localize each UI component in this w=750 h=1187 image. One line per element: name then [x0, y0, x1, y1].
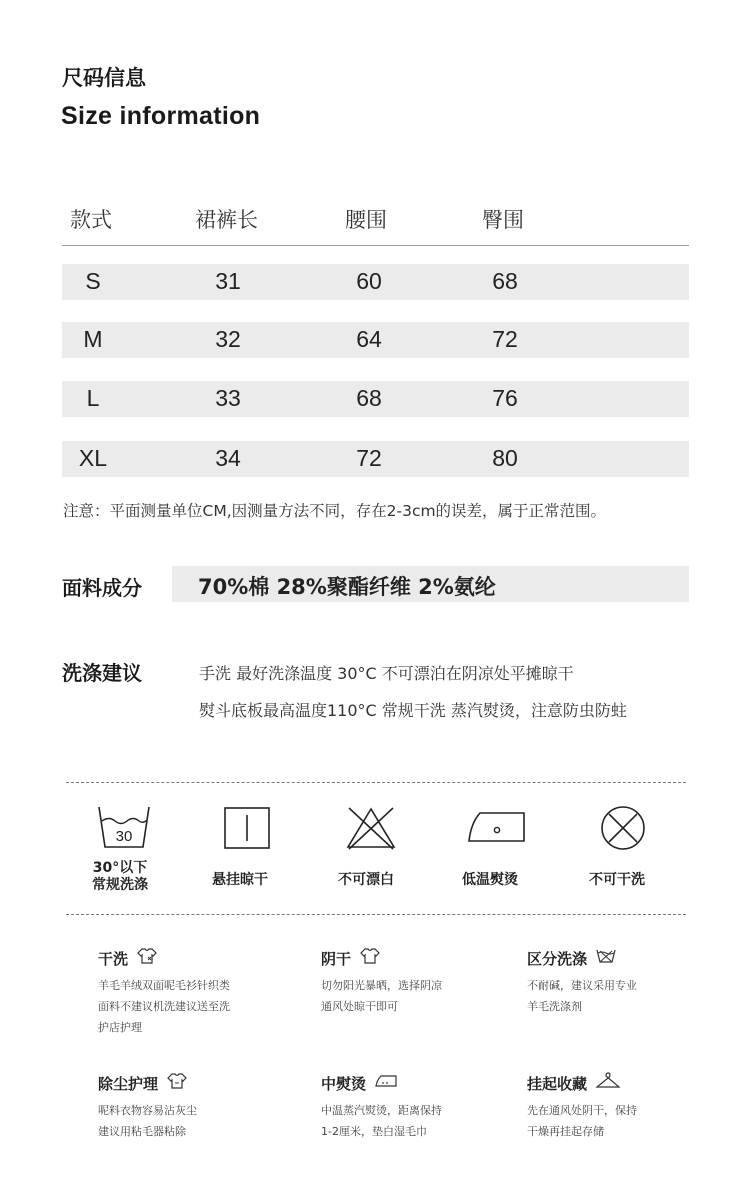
hip-cell: 72 — [492, 326, 518, 352]
care-tip-separate-wash — [527, 947, 717, 1017]
hang-dry-caption: 悬挂晾干 — [212, 872, 268, 888]
separate-wash-icon — [595, 947, 617, 969]
fabric-composition-box — [172, 566, 689, 602]
care-tip-title: 挂起收藏 — [527, 1074, 588, 1093]
no-wash-icon — [568, 805, 678, 851]
waist-cell: 68 — [356, 385, 382, 411]
care-tip-shade-dry — [321, 947, 511, 1017]
care-tip-title: 阴干 — [321, 949, 352, 968]
svg-text:30: 30 — [115, 828, 133, 845]
table-row — [62, 322, 689, 358]
waist-cell: 60 — [356, 268, 382, 294]
hang-dry-icon — [192, 805, 302, 851]
washing-instruction-2: 熨斗底板最高温度110°C 常规干洗 蒸汽熨烫，注意防虫防蛀 — [199, 701, 627, 720]
care-tip-title: 区分洗涤 — [527, 949, 588, 968]
length-cell: 32 — [215, 326, 241, 352]
wash-30-icon — [69, 805, 179, 851]
shade-dry-shirt-icon — [359, 947, 381, 969]
dust-care-shirt-icon — [166, 1072, 188, 1094]
washing-label: 洗涤建议 — [62, 661, 142, 685]
length-cell: 31 — [215, 268, 241, 294]
measurement-note: 注意：平面测量单位CM,因测量方法不同，存在2-3cm的误差，属于正常范围。 — [63, 502, 607, 520]
hip-cell: 68 — [492, 268, 518, 294]
size-cell: M — [83, 326, 103, 352]
care-tip-desc: 中温蒸汽熨烫，距离保持 1-2厘米，垫白湿毛巾 — [321, 1104, 442, 1138]
care-tip-dry-clean — [98, 947, 288, 1038]
fabric-composition: 70%棉 28%聚酯纤维 2%氨纶 — [198, 575, 496, 599]
care-tip-title: 干洗 — [98, 949, 129, 968]
size-cell: L — [86, 385, 100, 411]
care-tip-desc: 羊毛羊绒双面呢毛衫针织类 面料不建议机洗建议送至洗 护店护理 — [98, 979, 230, 1034]
column-header-waist: 腰围 — [345, 208, 387, 232]
section-title-en: Size information — [61, 102, 261, 130]
care-tip-medium-iron — [321, 1072, 511, 1142]
no-bleach-icon — [316, 805, 426, 851]
care-tip-desc: 先在通风处阴干，保持 干燥再挂起存储 — [527, 1104, 637, 1138]
dashed-divider-top — [66, 782, 686, 783]
no-bleach-caption: 不可漂白 — [338, 872, 394, 888]
dashed-divider-bottom — [66, 914, 686, 915]
column-header-hip: 臀围 — [482, 208, 524, 232]
care-tip-title: 除尘护理 — [98, 1074, 159, 1093]
waist-cell: 72 — [356, 445, 382, 471]
waist-cell: 64 — [356, 326, 382, 352]
length-cell: 33 — [215, 385, 241, 411]
dry-clean-shirt-icon — [136, 947, 158, 969]
column-header-length: 裙裤长 — [195, 208, 258, 232]
table-row — [62, 264, 689, 300]
low-iron-icon — [442, 805, 552, 851]
section-title-cn: 尺码信息 — [62, 66, 146, 90]
care-tip-dust — [98, 1072, 288, 1142]
washing-instruction-1: 手洗 最好洗涤温度 30°C 不可漂泊在阴凉处平摊晾干 — [199, 664, 574, 683]
column-header-style: 款式 — [70, 208, 112, 232]
hip-cell: 76 — [492, 385, 518, 411]
medium-iron-icon — [374, 1072, 398, 1094]
table-header-row — [62, 200, 689, 246]
length-cell: 34 — [215, 445, 241, 471]
wash-30-caption-line2: 常规洗涤 — [92, 877, 148, 893]
care-tip-title: 中熨烫 — [321, 1074, 367, 1093]
hanger-icon — [595, 1071, 621, 1095]
care-tip-desc: 不耐碱，建议采用专业 羊毛洗涤剂 — [527, 979, 637, 1013]
fabric-label: 面料成分 — [62, 576, 142, 600]
care-tip-hang-store — [527, 1072, 717, 1142]
hip-cell: 80 — [492, 445, 518, 471]
table-row — [62, 441, 689, 477]
low-iron-caption: 低温熨烫 — [462, 872, 518, 888]
care-tip-desc: 切勿阳光暴晒，选择阴凉 通风处晾干即可 — [321, 979, 442, 1013]
care-tip-desc: 呢料衣物容易沾灰尘 建议用粘毛器粘除 — [98, 1104, 197, 1138]
table-row — [62, 381, 689, 417]
size-cell: S — [85, 268, 101, 294]
no-wash-caption: 不可干洗 — [589, 872, 645, 888]
size-cell: XL — [78, 445, 108, 471]
wash-30-caption-line1: 30°以下 — [92, 860, 148, 876]
wash-30-caption — [92, 860, 148, 894]
